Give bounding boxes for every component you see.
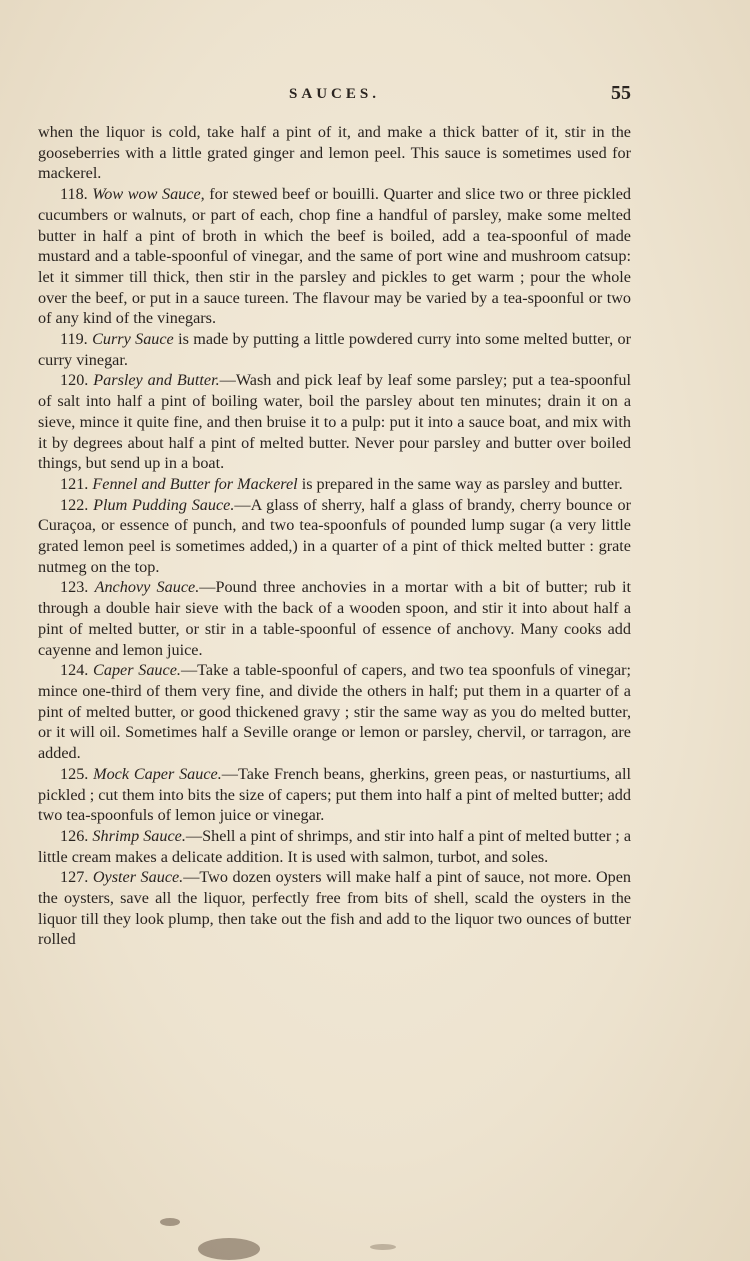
recipe-text: for stewed beef or bouilli. Quarter and slice two or three pickled cucumbers or walnuts, or part of each, chop fine a handful of parsley, make some melted butter in half a pint of broth in which the beef is boiled, add a tea-spoonful of made mustard and a table-spoonful of vinegar, and the same of port wine and mushroom catsup: let it simmer till thick, then stir in the parsley and pickles to get warm ; pour the whole over the beef, or put in a sauce tureen. The flavour may be varied by a tea-spoonful or two of any kind of the vinegars. [38,185,632,328]
recipe-118 [38,184,631,329]
recipe-number: 126. [60,826,89,845]
recipe-text: —A glass of sherry, half a glass of brandy, cherry bounce or Curaçoa, or essence of punch, and two tea-spoonfuls of pounded lump sugar (a very little grated lemon peel is sometimes added,) in a quarter of a pint of thick melted butter : grate nutmeg on the top. [38,495,632,576]
recipe-number: 125. [60,764,89,783]
recipe-title: Shrimp Sauce. [92,826,186,845]
running-head: SAUCES. [289,86,380,102]
paragraph-continuation [38,122,631,184]
recipe-number: 119. [60,330,88,349]
recipe-121 [38,474,631,495]
recipe-title: Mock Caper Sauce. [93,764,222,783]
page-header [38,82,631,112]
recipe-number: 123. [60,578,89,597]
recipe-title: Curry Sauce [92,330,174,349]
recipe-title: Oyster Sauce. [92,868,184,887]
ink-smudge [370,1244,396,1250]
recipe-number: 127. [60,868,89,887]
recipe-120 [38,370,631,474]
recipe-124 [38,660,631,764]
recipe-number: 121. [60,474,89,493]
recipe-title: Anchovy Sauce. [94,578,200,597]
recipe-text: —Shell a pint of shrimps, and stir into half a pint of melted butter ; a little cream makes a delicate addition. It is used with salmon, turbot, and soles. [38,826,632,866]
body-text [38,122,631,950]
recipe-number: 124. [60,661,89,680]
recipe-text: is prepared in the same way as parsley and butter. [301,474,623,493]
recipe-123 [38,577,631,660]
recipe-number: 120. [60,371,89,390]
ink-smudge [160,1218,180,1226]
recipe-122 [38,495,631,578]
recipe-119 [38,329,631,370]
ink-smudge [198,1238,260,1260]
recipe-title: Wow wow Sauce, [92,185,205,204]
recipe-126 [38,826,631,867]
recipe-text: —Take a table-spoonful of capers, and two tea spoonfuls of vinegar; mince one-third of them very fine, and divide the others in half; put them in a quarter of a pint of melted butter, or good thickened gravy ; stir the same way as you do melted butter, or it will oil. Sometimes half a Seville orange or lemon or parsley, chervil, or tarragon, are added. [38,661,632,763]
paragraph-text: when the liquor is cold, take half a pint of it, and make a thick batter of it, stir in the gooseberries with a little grated ginger and lemon peel. This sauce is sometimes used for mackerel. [38,123,631,183]
recipe-text: is made by putting a little powdered curry into some melted butter, or curry vinegar. [38,330,631,369]
recipe-text: —Wash and pick leaf by leaf some parsley; put a tea-spoonful of salt into half a pint of boiling water, boil the parsley about ten minutes; drain it on a sieve, mince it quite fine, and then bruise it to a pulp: put it into a sauce boat, and mix with it by degrees about half a pint of melted butter. Never pour parsley and butter over boiled things, but send up in a boat. [38,371,631,473]
recipe-127 [38,867,631,950]
recipe-text: —Two dozen oysters will make half a pint of sauce, not more. Open the oysters, save all the liquor, perfectly free from bits of shell, scald the oysters in the liquor till they look plump, then take out the fish and add to the liquor two ounces of butter rolled [38,868,632,949]
recipe-number: 118. [60,185,88,204]
recipe-title: Plum Pudding Sauce. [93,495,235,514]
page-number: 55 [611,82,631,104]
recipe-title: Caper Sauce. [93,661,181,680]
recipe-title: Fennel and Butter for Mackerel [92,474,298,493]
recipe-125 [38,764,631,826]
recipe-text: —Take French beans, gherkins, green peas, or nasturtiums, all pickled ; cut them into bits the size of capers; put them into half a pint of melted butter; add two tea-spoonfuls of lemon juice or vinegar. [38,764,631,825]
recipe-text: —Pound three anchovies in a mortar with a bit of butter; rub it through a double hair sieve with the back of a wooden spoon, and stir it into about half a pint of melted butter, or stir in a table-spoonful of essence of anchovy. Many cooks add cayenne and lemon juice. [38,578,632,659]
recipe-title: Parsley and Butter. [93,371,220,390]
recipe-number: 122. [60,495,89,514]
